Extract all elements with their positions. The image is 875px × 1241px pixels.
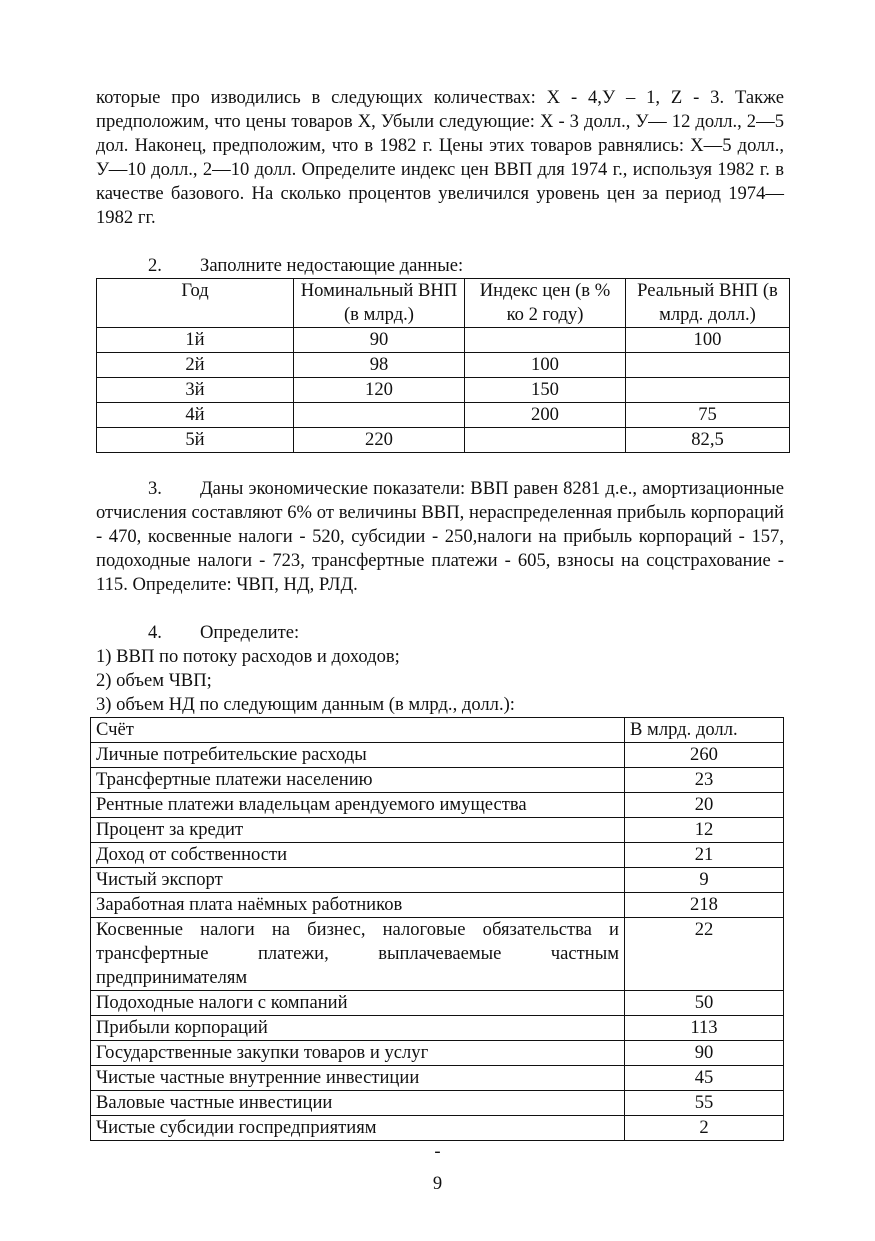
row-label: Заработная плата наёмных работников xyxy=(91,893,625,918)
header-price-index: Индекс цен (в % ко 2 году) xyxy=(465,279,626,328)
table-row xyxy=(91,1116,784,1141)
row-label: Чистые субсидии госпредприятиям xyxy=(91,1116,625,1141)
cell: 4й xyxy=(97,403,294,428)
row-label: Чистый экспорт xyxy=(91,868,625,893)
cell xyxy=(465,328,626,353)
row-label: Государственные закупки товаров и услуг xyxy=(91,1041,625,1066)
cell: 200 xyxy=(465,403,626,428)
cell: 5й xyxy=(97,428,294,453)
row-label: Доход от собственности xyxy=(91,843,625,868)
table-row xyxy=(91,743,784,768)
cell xyxy=(626,378,790,403)
table-row xyxy=(91,1066,784,1091)
task4-heading xyxy=(96,621,784,645)
task2-table xyxy=(96,278,790,453)
cell: 82,5 xyxy=(626,428,790,453)
task4-number: 4. xyxy=(148,622,162,643)
row-value: 20 xyxy=(625,793,784,818)
table-header-row xyxy=(91,718,784,743)
table-row xyxy=(91,1016,784,1041)
table-row xyxy=(97,428,790,453)
row-value: 2 xyxy=(625,1116,784,1141)
cell: 100 xyxy=(626,328,790,353)
cell: 98 xyxy=(294,353,465,378)
header-account: Счёт xyxy=(91,718,625,743)
task4-item-3: 3) объем НД по следующим данным (в млрд., долл.): xyxy=(96,694,515,715)
task2-title: Заполните недостающие данные: xyxy=(200,255,464,276)
table-row xyxy=(91,893,784,918)
row-value: 21 xyxy=(625,843,784,868)
row-value: 12 xyxy=(625,818,784,843)
task4-table xyxy=(90,717,784,1141)
cell xyxy=(294,403,465,428)
header-nominal-gnp: Номинальный ВНП (в млрд.) xyxy=(294,279,465,328)
cell: 120 xyxy=(294,378,465,403)
table-row xyxy=(91,818,784,843)
table-row xyxy=(91,843,784,868)
cell: 1й xyxy=(97,328,294,353)
row-label: Прибыли корпораций xyxy=(91,1016,625,1041)
row-label: Валовые частные инвестиции xyxy=(91,1091,625,1116)
task4-title: Определите: xyxy=(200,622,300,643)
row-value: 23 xyxy=(625,768,784,793)
row-label: Чистые частные внутренние инвестиции xyxy=(91,1066,625,1091)
table-row xyxy=(91,868,784,893)
row-label: Рентные платежи владельцам арендуемого имущества xyxy=(91,793,625,818)
row-value: 260 xyxy=(625,743,784,768)
task2-number: 2. xyxy=(148,255,162,276)
row-label: Подоходные налоги с компаний xyxy=(91,991,625,1016)
table-row xyxy=(91,793,784,818)
header-year: Год xyxy=(97,279,294,328)
task3-text: Даны экономические показатели: ВВП равен 8281 д.е., амортизационные отчисления составляют 6% от величины ВВП, нераспределенная прибыль корпораций - 470, косвенные налоги - 520, субсидии - 250,налоги на прибыль корпораций - 157, подоходные налоги - 723, трансфертные платежи - 605, взносы на соцстрахование - 115. Определите: ЧВП, НД, РЛД. xyxy=(96,478,784,595)
row-value: 45 xyxy=(625,1066,784,1091)
row-value: 113 xyxy=(625,1016,784,1041)
task1-continuation-text: которые про изводились в следующих количествах: X - 4,У – 1, Z - 3. Также предположим, что цены товаров X, Убыли следующие: X - 3 долл., У— 12 долл., 2—5 дол. Наконец, предположим, что в 1982 г. Цены этих товаров равнялись: X—5 долл., У—10 долл., 2—10 долл. Определите индекс цен ВВП для 1974 г., используя 1982 г. в качестве базового. На сколько процентов увеличился уровень цен за период 1974—1982 гг. xyxy=(96,87,784,228)
table-row xyxy=(97,403,790,428)
table-row xyxy=(91,1091,784,1116)
row-label: Трансфертные платежи населению xyxy=(91,768,625,793)
cell: 3й xyxy=(97,378,294,403)
task3-number: 3. xyxy=(148,478,162,499)
table-row xyxy=(91,1041,784,1066)
row-label: Личные потребительские расходы xyxy=(91,743,625,768)
table-row xyxy=(97,378,790,403)
cell: 220 xyxy=(294,428,465,453)
table-header-row xyxy=(97,279,790,328)
table-row xyxy=(91,918,784,991)
header-amount: В млрд. долл. xyxy=(625,718,784,743)
page-number: 9 xyxy=(432,1173,443,1194)
cell xyxy=(626,353,790,378)
row-label: Косвенные налоги на бизнес, налоговые обязательства и трансфертные платежи, выплачеваемые частным предпринимателям xyxy=(91,918,625,991)
cell: 100 xyxy=(465,353,626,378)
task3-paragraph xyxy=(96,477,784,597)
task4-item-2: 2) объем ЧВП; xyxy=(96,670,212,691)
row-label: Процент за кредит xyxy=(91,818,625,843)
row-value: 50 xyxy=(625,991,784,1016)
table-row xyxy=(97,353,790,378)
table-row xyxy=(91,991,784,1016)
row-value: 55 xyxy=(625,1091,784,1116)
cell: 2й xyxy=(97,353,294,378)
cell: 150 xyxy=(465,378,626,403)
row-value: 22 xyxy=(625,918,784,991)
document-page xyxy=(96,86,784,1141)
footer-dash: - xyxy=(434,1141,441,1162)
cell: 75 xyxy=(626,403,790,428)
table-row xyxy=(97,328,790,353)
table-row xyxy=(91,768,784,793)
row-value: 218 xyxy=(625,893,784,918)
header-real-gnp: Реальный ВНП (в млрд. долл.) xyxy=(626,279,790,328)
cell xyxy=(465,428,626,453)
row-value: 9 xyxy=(625,868,784,893)
row-value: 90 xyxy=(625,1041,784,1066)
cell: 90 xyxy=(294,328,465,353)
task4-item-1: 1) ВВП по потоку расходов и доходов; xyxy=(96,646,400,667)
task2-heading xyxy=(96,254,784,278)
